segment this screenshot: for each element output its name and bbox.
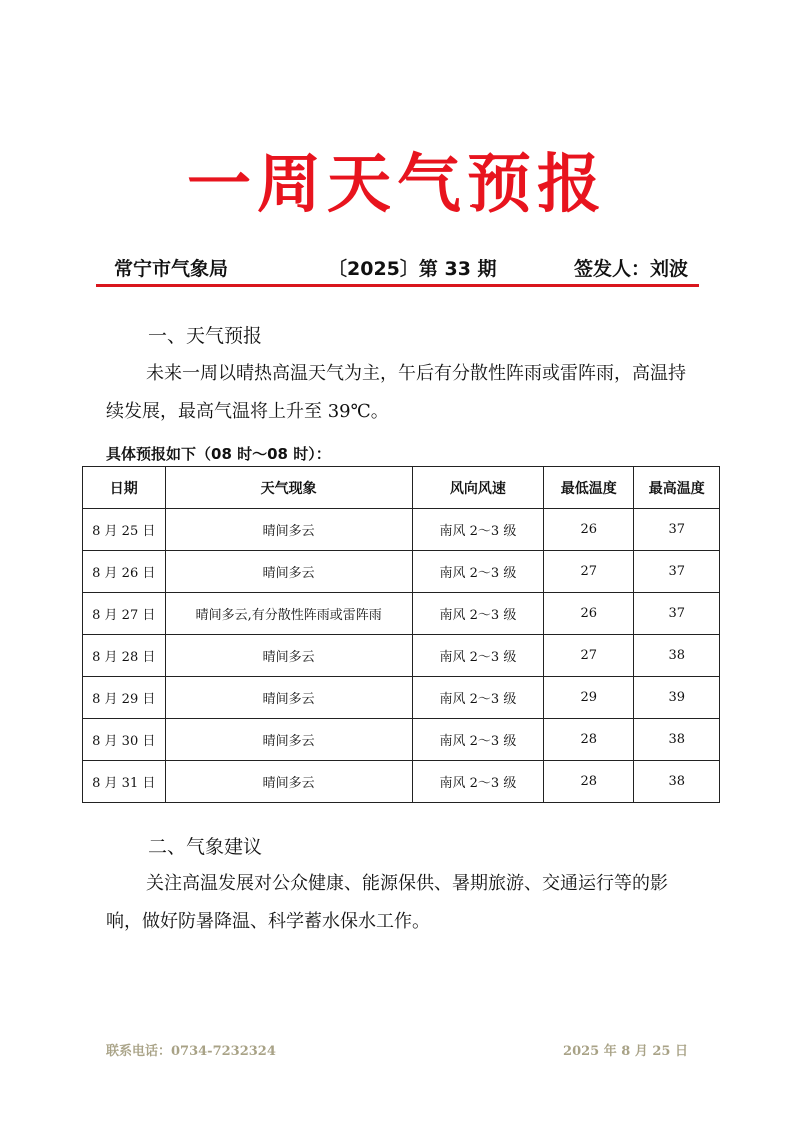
forecast-paragraph: 未来一周以晴热高温天气为主，午后有分散性阵雨或雷阵雨，高温持续发展，最高气温将上升至 39℃。 (106, 363, 686, 422)
cell-wind: 南风 2～3 级 (412, 635, 543, 677)
table-row (83, 677, 720, 719)
table-row (83, 635, 720, 677)
cell-wind: 南风 2～3 级 (412, 551, 543, 593)
cell-min-temp: 27 (544, 635, 634, 677)
cell-max-temp: 38 (634, 761, 720, 803)
section-heading-advice: 二、气象建议 (148, 836, 263, 858)
cell-date: 8 月 31 日 (83, 761, 166, 803)
contact-phone: 联系电话：0734-7232324 (106, 1044, 276, 1059)
table-row (83, 719, 720, 761)
document-title: 一周天气预报 (187, 148, 607, 222)
issue-date: 2025 年 8 月 25 日 (563, 1044, 688, 1059)
cell-date: 8 月 25 日 (83, 509, 166, 551)
table-header-row (83, 467, 720, 509)
section-heading-forecast: 一、天气预报 (148, 325, 263, 347)
cell-date: 8 月 30 日 (83, 719, 166, 761)
issuing-org: 常宁市气象局 (114, 258, 229, 280)
red-divider (96, 284, 699, 287)
table-row (83, 761, 720, 803)
cell-weather: 晴间多云 (165, 635, 412, 677)
cell-min-temp: 26 (544, 593, 634, 635)
cell-max-temp: 38 (634, 719, 720, 761)
cell-wind: 南风 2～3 级 (412, 761, 543, 803)
table-caption: 具体预报如下（08 时～08 时）： (106, 445, 331, 463)
cell-min-temp: 29 (544, 677, 634, 719)
cell-min-temp: 26 (544, 509, 634, 551)
cell-min-temp: 28 (544, 761, 634, 803)
cell-wind: 南风 2～3 级 (412, 509, 543, 551)
column-header-min-temp: 最低温度 (544, 467, 634, 509)
cell-date: 8 月 27 日 (83, 593, 166, 635)
cell-max-temp: 37 (634, 551, 720, 593)
cell-wind: 南风 2～3 级 (412, 593, 543, 635)
cell-weather: 晴间多云 (165, 677, 412, 719)
table-row (83, 551, 720, 593)
cell-min-temp: 28 (544, 719, 634, 761)
column-header-date: 日期 (83, 467, 166, 509)
signer: 签发人：刘波 (573, 258, 688, 280)
cell-weather: 晴间多云 (165, 761, 412, 803)
cell-wind: 南风 2～3 级 (412, 719, 543, 761)
cell-max-temp: 38 (634, 635, 720, 677)
cell-wind: 南风 2～3 级 (412, 677, 543, 719)
issuer-row (96, 250, 698, 284)
forecast-table (82, 466, 720, 803)
cell-date: 8 月 26 日 (83, 551, 166, 593)
column-header-max-temp: 最高温度 (634, 467, 720, 509)
cell-weather: 晴间多云 (165, 719, 412, 761)
cell-date: 8 月 28 日 (83, 635, 166, 677)
advice-paragraph: 关注高温发展对公众健康、能源保供、暑期旅游、交通运行等的影响，做好防暑降温、科学蓄水保水工作。 (106, 873, 668, 932)
column-header-weather: 天气现象 (165, 467, 412, 509)
issue-number: 〔2025〕第 33 期 (328, 258, 497, 280)
cell-weather: 晴间多云,有分散性阵雨或雷阵雨 (165, 593, 412, 635)
cell-weather: 晴间多云 (165, 551, 412, 593)
cell-max-temp: 39 (634, 677, 720, 719)
cell-max-temp: 37 (634, 509, 720, 551)
cell-date: 8 月 29 日 (83, 677, 166, 719)
cell-weather: 晴间多云 (165, 509, 412, 551)
cell-max-temp: 37 (634, 593, 720, 635)
table-row (83, 593, 720, 635)
table-row (83, 509, 720, 551)
column-header-wind: 风向风速 (412, 467, 543, 509)
cell-min-temp: 27 (544, 551, 634, 593)
